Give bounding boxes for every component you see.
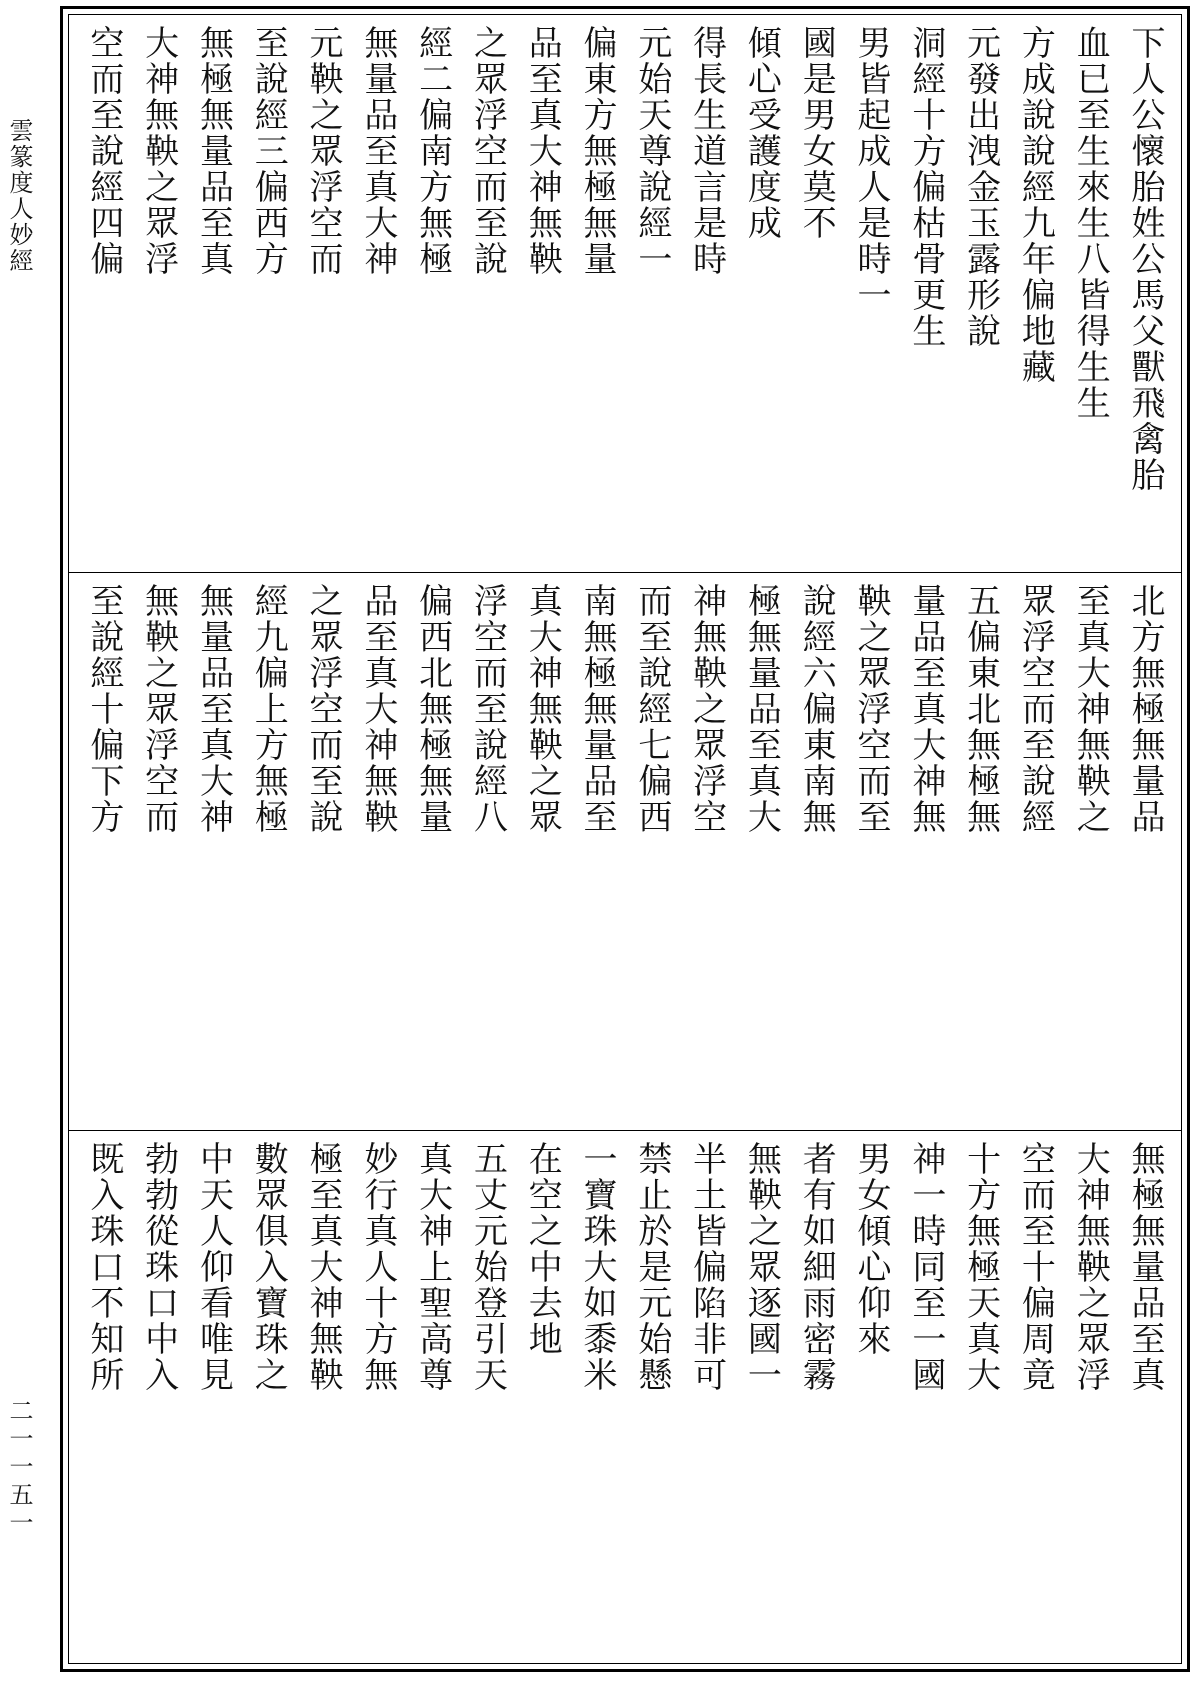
- text-column: 品至真大神無鞅: [522, 25, 563, 277]
- text-column: 妙行真人十方無: [357, 1141, 398, 1393]
- text-column: 真大神無鞅之眾: [522, 583, 563, 835]
- text-column: 無鞅之眾逐國一: [741, 1141, 782, 1393]
- text-column: 極無量品至真大: [741, 583, 782, 835]
- text-column: 無鞅之眾浮空而: [138, 583, 179, 835]
- text-column: 無量品至真大神: [193, 583, 234, 835]
- text-column: 說經六偏東南無: [796, 583, 837, 835]
- text-column: 國是男女莫不: [796, 25, 837, 241]
- text-column: 南無極無量品至: [577, 583, 618, 835]
- text-column: 大神無鞅之眾浮: [1070, 1141, 1111, 1393]
- text-column: 得長生道言是時: [686, 25, 727, 277]
- text-column: 洞經十方偏枯骨更生: [905, 25, 946, 349]
- text-column: 元發出洩金玉露形說: [960, 25, 1001, 349]
- text-column: 神無鞅之眾浮空: [686, 583, 727, 835]
- sutra-title: 雲篆度人妙經: [5, 118, 33, 274]
- text-column: 至真大神無鞅之: [1070, 583, 1111, 835]
- text-column: 五偏東北無極無: [960, 583, 1001, 835]
- text-column: 經二偏南方無極: [412, 25, 453, 277]
- text-column: 無極無量品至真: [1125, 1141, 1165, 1393]
- text-column: 元始天尊說經一: [631, 25, 672, 277]
- text-column: 一寶珠大如黍米: [577, 1141, 618, 1393]
- text-column: 至說經十偏下方: [83, 583, 124, 835]
- text-block: [68, 14, 1182, 1664]
- text-column: 神一時同至一國: [905, 1141, 946, 1393]
- text-column: 既入珠口不知所: [83, 1141, 124, 1393]
- text-column: 極至真大神無鞅: [303, 1141, 344, 1393]
- text-column: 眾浮空而至說經: [1015, 583, 1056, 835]
- text-column: 數眾俱入寶珠之: [248, 1141, 289, 1393]
- text-column: 無量品至真大神: [357, 25, 398, 277]
- text-column: 血已至生來生八皆得生生: [1070, 25, 1111, 421]
- text-column: 空而至十偏周竟: [1015, 1141, 1056, 1393]
- text-column: 半土皆偏陷非可: [686, 1141, 727, 1393]
- text-column: 大神無鞅之眾浮: [138, 25, 179, 277]
- text-column: 勃勃從珠口中入: [138, 1141, 179, 1393]
- text-column: 鞅之眾浮空而至: [851, 583, 892, 835]
- text-column: 元鞅之眾浮空而: [303, 25, 344, 277]
- panel-top: [69, 15, 1181, 570]
- text-column: 者有如細雨密霧: [796, 1141, 837, 1393]
- text-column: 偏西北無極無量: [412, 583, 453, 835]
- text-column: 傾心受護度成: [741, 25, 782, 241]
- text-column: 男女傾心仰來: [851, 1141, 892, 1357]
- text-column: 中天人仰看唯見: [193, 1141, 234, 1393]
- text-column: 十方無極天真大: [960, 1141, 1001, 1393]
- text-column: 空而至說經四偏: [83, 25, 124, 277]
- text-column: 下人公懷胎姓公馬父獸飛禽胎: [1125, 25, 1165, 493]
- text-column: 之眾浮空而至說: [467, 25, 508, 277]
- text-column: 無極無量品至真: [193, 25, 234, 277]
- text-column: 男皆起成人是時一: [851, 25, 892, 313]
- text-column: 而至說經七偏西: [631, 583, 672, 835]
- text-column: 禁止於是元始懸: [631, 1141, 672, 1393]
- text-column: 在空之中去地: [522, 1141, 563, 1357]
- text-column: 偏東方無極無量: [577, 25, 618, 277]
- page-frame: [60, 6, 1190, 1672]
- text-column: 五丈元始登引天: [467, 1141, 508, 1393]
- text-column: 經九偏上方無極: [248, 583, 289, 835]
- text-column: 北方無極無量品: [1125, 583, 1165, 835]
- text-column: 真大神上聖高尊: [412, 1141, 453, 1393]
- text-column: 方成說說經九年偏地藏: [1015, 25, 1056, 385]
- text-column: 浮空而至說經八: [467, 583, 508, 835]
- panel-middle: [69, 572, 1181, 1128]
- text-column: 量品至真大神無: [905, 583, 946, 835]
- text-column: 之眾浮空而至說: [303, 583, 344, 835]
- panel-bottom: [69, 1130, 1181, 1668]
- text-column: 品至真大神無鞅: [357, 583, 398, 835]
- page-number: 二一一五一: [5, 1398, 33, 1538]
- text-column: 至說經三偏西方: [248, 25, 289, 277]
